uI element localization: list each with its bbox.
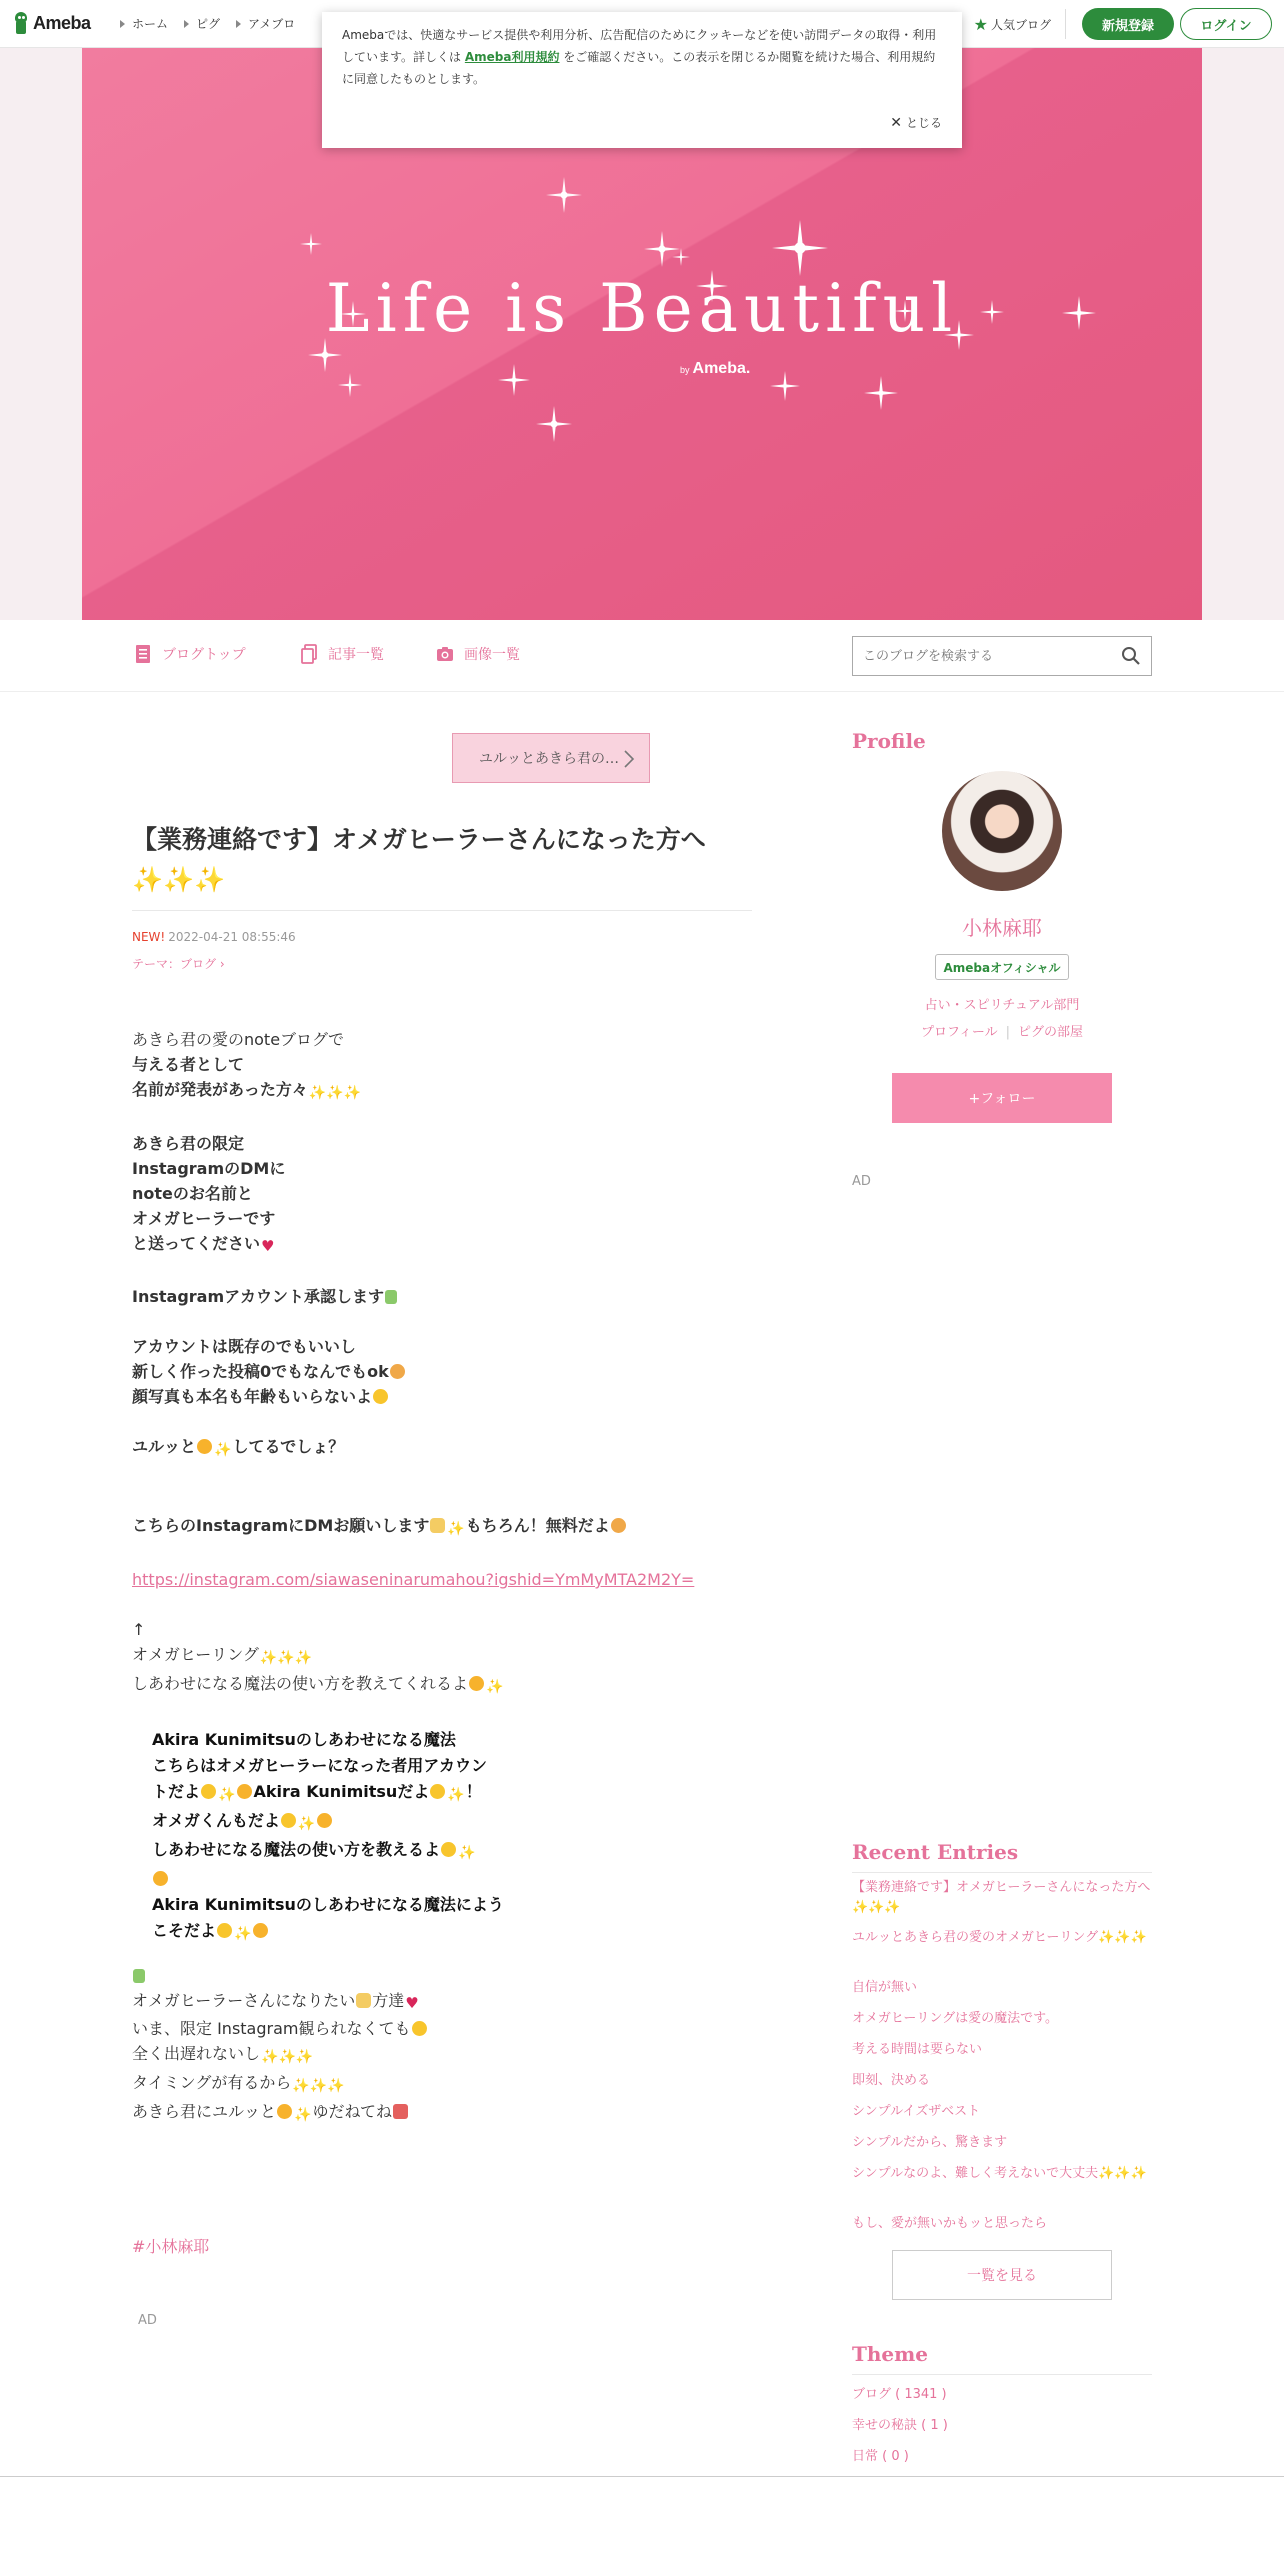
chevron-right-icon: ›	[216, 957, 225, 971]
recent-entry-link[interactable]: シンプルだから、驚きます	[852, 2135, 1008, 2150]
follow-button[interactable]: +フォロー	[892, 1073, 1112, 1123]
sparkles-icon: ✨✨✨	[308, 1085, 362, 1101]
blog-nav	[0, 620, 1284, 692]
recent-entry-link[interactable]: もし、愛が無いかもッと思ったら	[852, 2216, 1048, 2231]
new-badge: NEW!	[132, 930, 166, 944]
sparkle-icon	[770, 371, 800, 401]
heart-icon: ♥	[405, 1994, 419, 2012]
profile-links: プロフィール | ピグの部屋	[920, 1025, 1084, 1040]
profile-link[interactable]: プロフィール	[920, 1025, 998, 1040]
person-icon	[430, 1518, 445, 1533]
divider	[1065, 9, 1066, 39]
theme-link[interactable]: 幸せの秘訣 ( 1 )	[852, 2418, 948, 2433]
profile-name[interactable]: 小林麻耶	[962, 916, 1042, 940]
footer	[0, 2477, 1284, 2568]
divider	[132, 910, 752, 911]
chevron-right-icon	[184, 20, 189, 28]
close-icon: ✕	[890, 115, 902, 131]
sprout-icon	[385, 1290, 397, 1304]
smiling-hearts-icon	[390, 1364, 405, 1379]
recent-entry-link[interactable]: 【業務連絡です】オメガヒーラーさんになった方へ✨✨✨	[852, 1880, 1151, 1915]
nav-image-list[interactable]: 画像一覧	[436, 644, 520, 664]
banner-byline: by Ameba.	[680, 360, 751, 377]
sparkles-icon: ✨	[214, 1442, 232, 1458]
cookie-text: Amebaでは、快適なサービス提供や利用分析、広告配信のためにクッキーなどを使い訪問データの取得・利用しています。詳しくは	[342, 28, 937, 64]
sparkles-icon: ✨	[447, 1787, 465, 1803]
chevron-right-icon	[236, 20, 241, 28]
recent-entry-link[interactable]: 自信が無い	[852, 1980, 918, 1995]
profile-heading: Profile	[852, 729, 926, 753]
sparkles-icon: ✨✨✨	[261, 2049, 314, 2065]
banner-title: Life is Beautiful	[325, 270, 959, 347]
camera-icon	[436, 644, 454, 664]
sparkles-icon: ✨	[294, 2107, 312, 2123]
instagram-link[interactable]: https://instagram.com/siawaseninarumahou?igshid=YmMyMTA2M2Y=	[132, 1570, 695, 1589]
recent-entry-link[interactable]: シンプルイズザベスト	[852, 2104, 981, 2119]
kiss-face-icon	[317, 1813, 332, 1828]
previous-entry-button[interactable]: ユルッとあきら君の…	[452, 733, 650, 783]
kiss-face-icon	[197, 1439, 212, 1454]
recent-entry-link[interactable]: ユルッとあきら君の愛のオメガヒーリング✨✨✨	[852, 1930, 1147, 1945]
smiling-hearts-icon	[611, 1518, 626, 1533]
person-icon	[356, 1993, 371, 2008]
terms-link[interactable]: Ameba利用規約	[464, 50, 560, 64]
sparkle-icon	[536, 406, 572, 442]
sparkle-icon	[772, 220, 828, 276]
kiss-face-icon	[253, 1923, 268, 1938]
global-nav	[104, 15, 295, 32]
kiss-face-icon	[237, 1784, 252, 1799]
post-meta	[132, 930, 296, 944]
kiss-face-icon	[153, 1871, 168, 1886]
profile-avatar[interactable]	[942, 771, 1062, 891]
sparkles-icon: ✨✨✨	[292, 2078, 345, 2094]
article-title[interactable]: 【業務連絡です】オメガヒーラーさんになった方へ✨✨✨	[132, 825, 706, 894]
pigg-room-link[interactable]: ピグの部屋	[1018, 1025, 1084, 1040]
article-body: あきら君の愛のnoteブログで 与える者として 名前が発表があった方々✨✨✨ あきら君の限定 InstagramのDMに noteのお名前と オメガヒーラーです と送ってください♥ Instagramアカウント承認します アカウントは既存のでもいいし 新しく作った投稿0でもなんでもok 顔写真も本名も年齢もいらないよ ユルッと ✨してるでしょ？ こちらのInstagramにDMお願いします ✨もちろん！無料だよ https://instagram.com/siawaseninarumahou?igshid=YmMyMTA2M2Y= ↑ オメガヒーリング✨✨✨ しあわせになる魔法の使い方を教えてくれるよ ✨	[132, 1027, 772, 1700]
post-date: 2022-04-21 08:55:46	[168, 930, 296, 944]
recent-entries-heading: Recent Entries	[852, 1840, 1019, 1864]
sparkle-icon	[338, 373, 362, 397]
ameba-logo[interactable]	[12, 9, 104, 39]
sparkle-icon	[546, 177, 582, 213]
logo-text: Ameba	[33, 13, 91, 33]
recent-entry-link[interactable]: オメガヒーリングは愛の魔法です。	[852, 2011, 1059, 2026]
cookie-consent-dialog	[322, 12, 962, 148]
sparkles-icon: ✨	[486, 1679, 504, 1695]
cookie-close-button[interactable]: ✕ とじる	[890, 112, 942, 134]
divider	[852, 2374, 1152, 2375]
sparkles-icon: ✨✨✨	[259, 1650, 313, 1666]
smile-icon	[441, 1842, 456, 1857]
ad-label: AD	[852, 1174, 871, 1189]
cookie-text-2: をご確認ください。この表示を閉じるか閲覧を続けた場合、利用規約に同意したものとします。	[342, 50, 936, 86]
recent-entry-link[interactable]: 即刻、決める	[852, 2073, 931, 2088]
recent-entry-link[interactable]: シンプルなのよ、難しく考えないで大丈夫✨✨✨	[852, 2166, 1147, 2181]
sparkle-icon	[300, 233, 322, 255]
article-body-continued: オメガヒーラーさんになりたい 方達♥ いま、限定 Instagram観られなくても 全く出遅れないし✨✨✨ タイミングが有るから✨✨✨ あきら君にユルッと ✨ゆだねてね	[132, 1963, 772, 2128]
nav-home[interactable]: ホーム	[120, 15, 168, 32]
divider	[852, 1872, 1152, 1873]
post-theme: テーマ：ブログ ›	[132, 957, 225, 971]
heart-icon: ♥	[261, 1237, 275, 1255]
theme-heading: Theme	[852, 2342, 929, 2366]
kiss-face-icon	[277, 2104, 292, 2119]
see-all-button[interactable]: 一覧を見る	[892, 2250, 1112, 2300]
smile-icon	[430, 1784, 445, 1799]
hashtag-link[interactable]: #小林麻耶	[132, 2237, 210, 2256]
recent-entry-link[interactable]: 考える時間は要らない	[852, 2042, 983, 2057]
sparkle-icon	[498, 364, 530, 396]
ameba-mascot-icon	[12, 12, 30, 36]
sparkles-icon: ✨	[297, 1816, 316, 1832]
instagram-profile-image[interactable]: Akira Kunimitsuのしあわせになる魔法 こちらはオメガヒーラーになった者用アカウン トだよ ✨ Akira Kunimitsuだよ ✨！ オメガくんもだよ ✨ しあわせになる魔法の使い方を教えるよ ✨ Akira Kunimitsuのしあわせになる魔法によう こそだよ ✨	[132, 1712, 532, 1914]
chevron-right-icon	[623, 749, 635, 769]
login-button[interactable]: ログイン	[1180, 8, 1272, 40]
chevron-right-icon	[120, 20, 125, 28]
sparkles-icon: ✨	[234, 1926, 252, 1942]
nav-pigg[interactable]: ピグ	[184, 15, 220, 32]
smile-icon	[281, 1813, 296, 1828]
sparkles-icon: ✨	[447, 1521, 465, 1537]
theme-link[interactable]: ブログ	[180, 957, 217, 971]
smile-icon	[373, 1389, 388, 1404]
hot-spring-icon	[393, 2104, 408, 2119]
theme-link[interactable]: 日常 ( 0 )	[852, 2449, 909, 2464]
sparkle-icon	[864, 376, 898, 410]
smile-icon	[412, 2021, 427, 2036]
copy-icon	[300, 644, 318, 664]
blog-search	[852, 636, 1152, 676]
genre-link[interactable]: 占い・スピリチュアル部門	[924, 998, 1080, 1013]
kiss-face-icon	[469, 1676, 484, 1691]
smile-icon	[201, 1784, 216, 1799]
ad-label: AD	[138, 2313, 157, 2328]
nav-ameblo[interactable]: アメブロ	[236, 15, 295, 32]
nav-entry-list[interactable]: 記事一覧	[300, 644, 384, 664]
official-badge: Amebaオフィシャル	[935, 954, 1069, 980]
document-icon	[134, 644, 152, 664]
star-icon: ★	[973, 14, 988, 34]
search-icon[interactable]	[1121, 646, 1141, 666]
search-input[interactable]	[853, 638, 1103, 674]
smile-icon	[217, 1923, 232, 1938]
sparkles-icon: ✨	[218, 1787, 236, 1803]
sparkle-icon	[672, 248, 690, 266]
sparkles-icon: ✨	[458, 1845, 476, 1861]
theme-link[interactable]: ブログ ( 1341 )	[852, 2387, 947, 2402]
nav-blog-top[interactable]: ブログトップ	[134, 644, 246, 664]
signup-button[interactable]: 新規登録	[1082, 8, 1174, 40]
popular-blog-link[interactable]: ★ 人気ブログ	[973, 14, 1051, 34]
header-actions	[974, 8, 1272, 40]
sprout-icon	[133, 1969, 145, 1983]
